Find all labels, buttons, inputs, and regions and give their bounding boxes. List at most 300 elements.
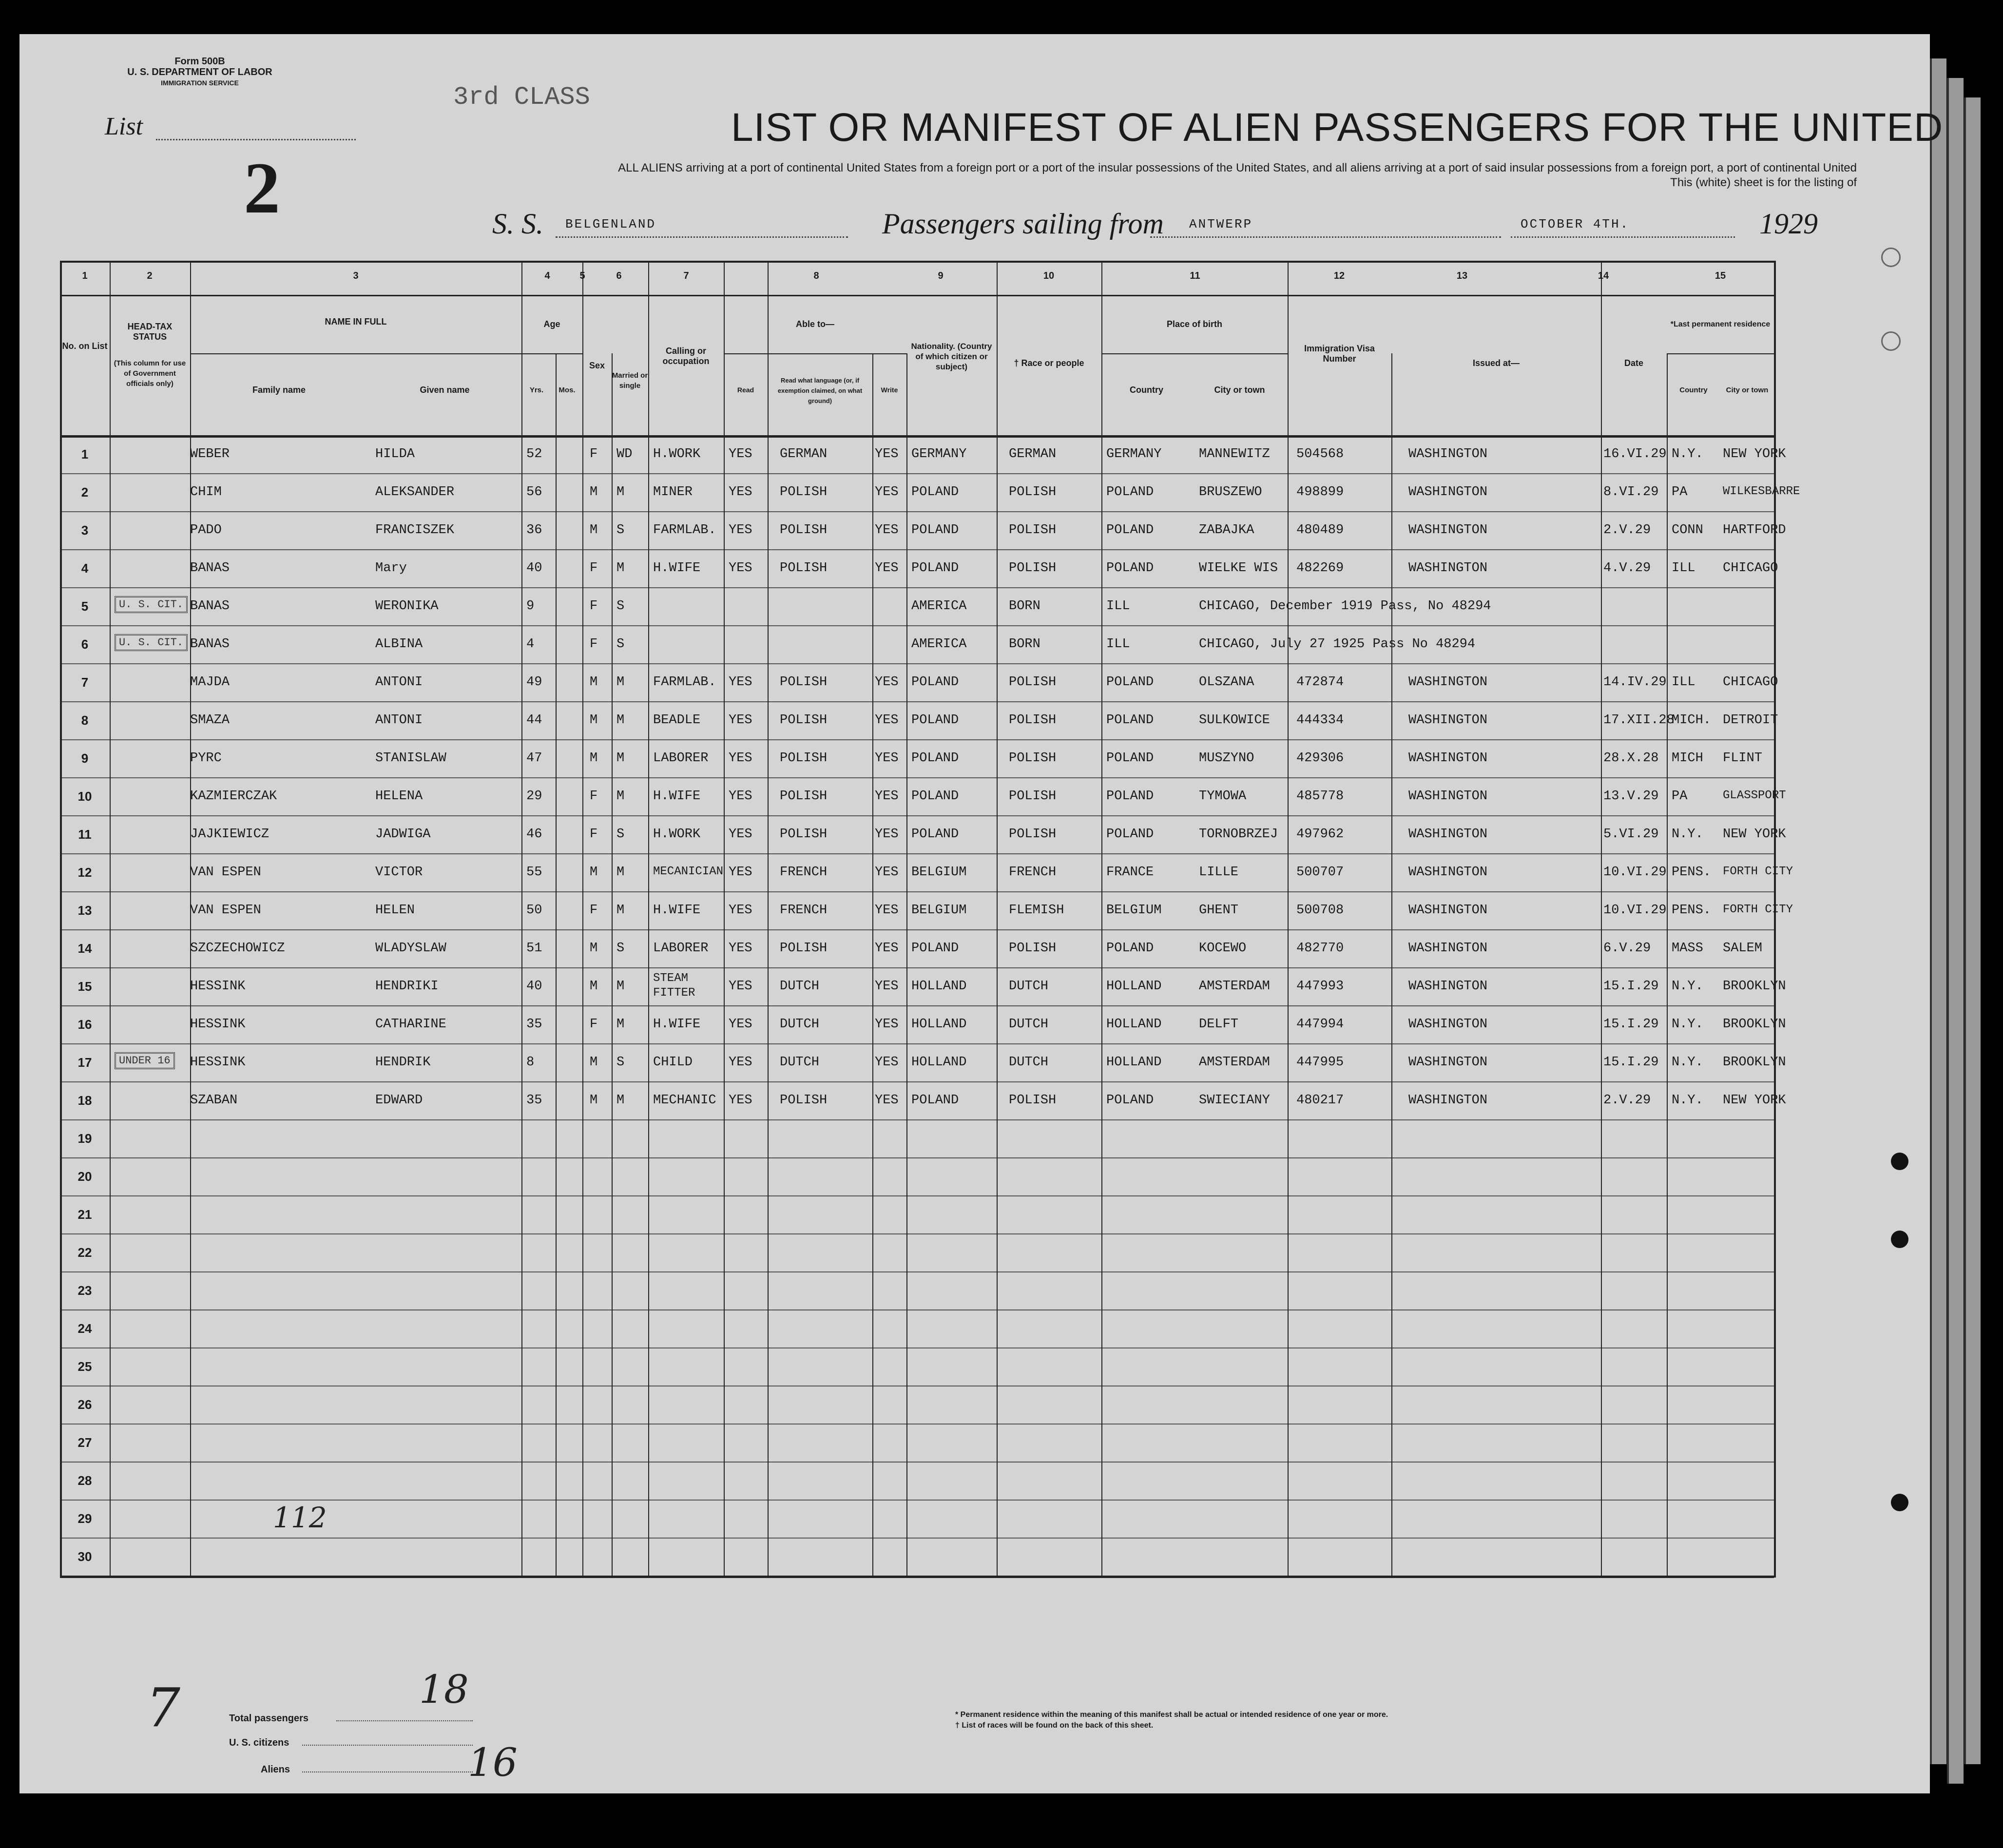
cell-ms: WD — [616, 447, 633, 462]
header-write: Write — [881, 386, 898, 394]
cell-read: YES — [729, 713, 752, 728]
cell-family: MAJDA — [190, 675, 230, 690]
header-read-lang: Read what language (or, if exemption claimed, on what ground) — [777, 377, 863, 404]
cell-nat: POLAND — [911, 751, 959, 766]
aliens-blank — [302, 1771, 473, 1772]
row-rule — [60, 777, 1774, 778]
header-race: † Race or people — [1014, 358, 1084, 368]
cell-bcountry: POLAND — [1106, 751, 1154, 766]
header-place-of-birth: Place of birth — [1166, 319, 1223, 329]
cell-occ: H.WIFE — [653, 561, 701, 576]
cell-bcity: LILLE — [1199, 865, 1239, 880]
column-number: 5 — [579, 270, 585, 281]
header-res-country: Country — [1679, 386, 1708, 394]
row-number: 22 — [77, 1245, 92, 1260]
cell-sex: M — [590, 1093, 598, 1108]
cell-occ: MECANICIAN — [653, 865, 724, 878]
cell-bcountry: POLAND — [1106, 561, 1154, 576]
column-rule — [906, 353, 907, 1578]
column-rule — [110, 261, 111, 1578]
cell-issued: WASHINGTON — [1408, 447, 1488, 462]
cell-read: YES — [729, 903, 752, 918]
cell-date: 8.VI.29 — [1603, 485, 1659, 500]
cell-bcountry: POLAND — [1106, 789, 1154, 804]
cell-yrs: 56 — [526, 485, 542, 500]
cell-yrs: 8 — [526, 1055, 535, 1070]
cell-occ: H.WORK — [653, 447, 701, 462]
column-number: 6 — [616, 270, 622, 281]
row-number: 20 — [77, 1169, 92, 1184]
row-rule — [60, 853, 1774, 854]
list-label: List — [105, 113, 143, 140]
table-rule — [60, 435, 1774, 438]
header-sex: Sex — [589, 361, 605, 370]
cell-bcity: SWIECIANY — [1199, 1093, 1270, 1108]
cell-nat: POLAND — [911, 713, 959, 728]
header-visa: Immigration Visa Number — [1304, 344, 1375, 364]
row-rule — [60, 1309, 1774, 1310]
row-number: 2 — [81, 485, 89, 500]
cell-family: PYRC — [190, 751, 222, 766]
cell-sex: F — [590, 827, 598, 842]
cell-nat: POLAND — [911, 827, 959, 842]
column-rule — [768, 261, 769, 1578]
cell-bcountry: FRANCE — [1106, 865, 1154, 880]
stacked-page-edge — [1964, 97, 1981, 1764]
cell-ms: M — [616, 561, 625, 576]
binder-hole — [1891, 1231, 1908, 1248]
cell-write: YES — [875, 979, 899, 994]
cell-ms: S — [616, 941, 625, 956]
port-blank — [1150, 236, 1501, 238]
table-rule — [60, 295, 1774, 296]
header-last-res: *Last permanent residence — [1670, 320, 1771, 328]
cell-bcity: CHICAGO, December 1919 Pass, No 48294 — [1199, 599, 1491, 614]
column-rule — [648, 261, 649, 1578]
column-number: 4 — [544, 270, 550, 281]
cell-visa: 500708 — [1296, 903, 1344, 918]
cell-sex: M — [590, 485, 598, 500]
row-rule — [60, 929, 1774, 930]
cell-family: HESSINK — [190, 1055, 246, 1070]
cell-date: 17.XII.28 — [1603, 713, 1675, 728]
row-number: 17 — [77, 1055, 92, 1070]
cell-write: YES — [875, 523, 899, 538]
cell-rcity: BROOKLYN — [1723, 1017, 1786, 1032]
table-rule — [60, 261, 1774, 263]
subheader-rule — [190, 353, 521, 354]
cell-bcity: TORNOBRZEJ — [1199, 827, 1278, 842]
cell-race: FRENCH — [1009, 865, 1057, 880]
head-tax-stamp: UNDER 16 — [115, 1052, 175, 1069]
row-number: 7 — [81, 675, 89, 690]
row-number: 3 — [81, 523, 89, 538]
cell-visa: 444334 — [1296, 713, 1344, 728]
cell-rcountry: N.Y. — [1672, 1017, 1703, 1032]
header-family-name: Family name — [252, 385, 306, 395]
cell-sex: F — [590, 599, 598, 614]
cell-race: POLISH — [1009, 523, 1057, 538]
cell-visa: 482770 — [1296, 941, 1344, 956]
race-footnote: † List of races will be found on the back of this sheet. — [955, 1721, 1154, 1730]
cell-yrs: 50 — [526, 903, 542, 918]
cell-date: 6.V.29 — [1603, 941, 1651, 956]
cell-rcity: WILKESBARRE — [1723, 485, 1800, 498]
cell-family: VAN ESPEN — [190, 865, 261, 880]
cell-occ: H.WORK — [653, 827, 701, 842]
subheader-rule — [1101, 353, 1288, 354]
column-rule — [1601, 261, 1602, 1578]
header-res-city: City or town — [1726, 386, 1769, 394]
header-read: Read — [737, 386, 754, 394]
cell-issued: WASHINGTON — [1408, 789, 1488, 804]
cell-given: FRANCISZEK — [375, 523, 455, 538]
column-rule — [997, 261, 998, 1578]
cell-issued: WASHINGTON — [1408, 827, 1488, 842]
row-number: 8 — [81, 713, 89, 728]
row-number: 16 — [77, 1017, 92, 1032]
cell-yrs: 35 — [526, 1017, 542, 1032]
cell-race: DUTCH — [1009, 979, 1049, 994]
cell-ms: M — [616, 1017, 625, 1032]
cell-race: POLISH — [1009, 713, 1057, 728]
cell-date: 16.VI.29 — [1603, 447, 1667, 462]
cell-visa: 429306 — [1296, 751, 1344, 766]
row-number: 25 — [77, 1359, 92, 1374]
cell-bcity: OLSZANA — [1199, 675, 1254, 690]
cell-visa: 447993 — [1296, 979, 1344, 994]
cell-given: ALEKSANDER — [375, 485, 455, 500]
cell-visa: 497962 — [1296, 827, 1344, 842]
row-rule — [60, 1233, 1774, 1234]
row-rule — [60, 1043, 1774, 1044]
cell-visa: 447994 — [1296, 1017, 1344, 1032]
total-passengers-value: 18 — [419, 1667, 469, 1712]
column-rule — [872, 353, 873, 1578]
cell-read: YES — [729, 827, 752, 842]
cell-lang: POLISH — [780, 523, 828, 538]
sailing-year: 1929 — [1759, 208, 1818, 240]
cell-rcity: FORTH CITY — [1723, 865, 1793, 878]
cell-issued: WASHINGTON — [1408, 941, 1488, 956]
subtitle-line-2: This (white) sheet is for the listing of — [1670, 176, 1857, 189]
header-nationality: Nationality. (Country of which citizen or subject) — [911, 342, 992, 371]
row-rule — [60, 815, 1774, 816]
cell-given: HILDA — [375, 447, 415, 462]
column-number: 15 — [1714, 270, 1726, 281]
cell-yrs: 40 — [526, 979, 542, 994]
cell-bcountry: ILL — [1106, 599, 1130, 614]
cell-race: BORN — [1009, 599, 1040, 614]
margin-number: 112 — [273, 1501, 327, 1534]
cell-given: VICTOR — [375, 865, 423, 880]
column-rule — [1391, 353, 1392, 1578]
cell-given: HELEN — [375, 903, 415, 918]
cell-rcity: SALEM — [1723, 941, 1763, 956]
header-country: Country — [1130, 385, 1163, 395]
cell-rcountry: MICH. — [1672, 713, 1712, 728]
binder-hole — [1891, 1494, 1908, 1511]
cell-given: HELENA — [375, 789, 423, 804]
cell-nat: BELGIUM — [911, 865, 967, 880]
cell-rcountry: CONN — [1672, 523, 1703, 538]
cell-ms: M — [616, 751, 625, 766]
cell-occ: MINER — [653, 485, 693, 500]
cell-lang: POLISH — [780, 561, 828, 576]
cell-rcity: CHICAGO — [1723, 675, 1778, 690]
cell-family: HESSINK — [190, 1017, 246, 1032]
column-rule — [1288, 261, 1289, 1578]
cell-occ: BEADLE — [653, 713, 701, 728]
cell-read: YES — [729, 447, 752, 462]
cell-family: VAN ESPEN — [190, 903, 261, 918]
header-given-name: Given name — [420, 385, 470, 395]
header-yrs: Yrs. — [529, 386, 544, 394]
column-number: 14 — [1598, 270, 1609, 281]
cell-read: YES — [729, 523, 752, 538]
cell-rcity: CHICAGO — [1723, 561, 1778, 576]
header-age: Age — [543, 319, 560, 329]
cell-read: YES — [729, 1055, 752, 1070]
row-rule — [60, 891, 1774, 892]
header-date: Date — [1624, 358, 1643, 368]
cell-date: 15.I.29 — [1603, 979, 1659, 994]
cell-given: ALBINA — [375, 637, 423, 652]
cell-ms: S — [616, 599, 625, 614]
form-info — [102, 56, 297, 88]
cell-date: 2.V.29 — [1603, 1093, 1651, 1108]
cell-lang: FRENCH — [780, 903, 828, 918]
cell-sex: M — [590, 523, 598, 538]
cell-family: SZCZECHOWICZ — [190, 941, 285, 956]
cell-lang: POLISH — [780, 675, 828, 690]
row-rule — [60, 1081, 1774, 1082]
header-calling: Calling or occupation — [662, 346, 710, 366]
cell-nat: HOLLAND — [911, 1017, 967, 1032]
cell-family: BANAS — [190, 637, 230, 652]
cell-rcountry: ILL — [1672, 675, 1695, 690]
cell-given: CATHARINE — [375, 1017, 446, 1032]
cell-rcountry: PENS. — [1672, 865, 1712, 880]
cell-issued: WASHINGTON — [1408, 523, 1488, 538]
cell-date: 5.VI.29 — [1603, 827, 1659, 842]
table-rule — [60, 1576, 1774, 1578]
cell-yrs: 9 — [526, 599, 535, 614]
cell-given: HENDRIK — [375, 1055, 431, 1070]
cell-bcity: WIELKE WIS — [1199, 561, 1278, 576]
cell-lang: DUTCH — [780, 979, 820, 994]
cell-nat: AMERICA — [911, 637, 967, 652]
cell-write: YES — [875, 789, 899, 804]
cell-race: GERMAN — [1009, 447, 1057, 462]
cell-given: JADWIGA — [375, 827, 431, 842]
row-rule — [60, 663, 1774, 664]
header-head-tax-note: (This column for use of Government officials only) — [114, 359, 186, 388]
header-name-in-full: NAME IN FULL — [325, 317, 387, 327]
cell-bcity: MANNEWITZ — [1199, 447, 1270, 462]
us-citizens-blank — [302, 1745, 473, 1746]
cell-bcountry: POLAND — [1106, 941, 1154, 956]
cell-nat: BELGIUM — [911, 903, 967, 918]
cell-nat: POLAND — [911, 941, 959, 956]
cell-bcity: BRUSZEWO — [1199, 485, 1262, 500]
cell-visa: 485778 — [1296, 789, 1344, 804]
cell-rcity: BROOKLYN — [1723, 1055, 1786, 1070]
cell-read: YES — [729, 485, 752, 500]
cell-nat: HOLLAND — [911, 1055, 967, 1070]
cell-issued: WASHINGTON — [1408, 979, 1488, 994]
cell-issued: WASHINGTON — [1408, 903, 1488, 918]
cell-write: YES — [875, 713, 899, 728]
ship-blank — [556, 236, 848, 238]
cell-bcity: ZABAJKA — [1199, 523, 1254, 538]
cell-lang: DUTCH — [780, 1017, 820, 1032]
cell-write: YES — [875, 865, 899, 880]
cell-ms: S — [616, 637, 625, 652]
head-tax-stamp: U. S. CIT. — [115, 634, 188, 651]
cell-rcountry: N.Y. — [1672, 1093, 1703, 1108]
row-rule — [60, 473, 1774, 474]
cell-date: 28.X.28 — [1603, 751, 1659, 766]
cell-rcountry: ILL — [1672, 561, 1695, 576]
date-blank — [1511, 236, 1735, 238]
total-passengers-blank — [336, 1720, 473, 1721]
cell-bcity: TYMOWA — [1199, 789, 1247, 804]
column-rule — [612, 353, 613, 1578]
total-passengers-label: Total passengers — [229, 1713, 309, 1724]
cell-bcity: GHENT — [1199, 903, 1239, 918]
cell-read: YES — [729, 865, 752, 880]
cell-race: POLISH — [1009, 675, 1057, 690]
cell-rcountry: N.Y. — [1672, 1055, 1703, 1070]
column-rule — [521, 261, 522, 1578]
row-number: 30 — [77, 1549, 92, 1564]
cell-bcountry: POLAND — [1106, 713, 1154, 728]
cell-date: 14.IV.29 — [1603, 675, 1667, 690]
row-number: 27 — [77, 1435, 92, 1450]
cell-given: HENDRIKI — [375, 979, 439, 994]
cell-bcountry: HOLLAND — [1106, 1017, 1162, 1032]
subheader-rule — [1667, 353, 1774, 354]
cell-rcity: HARTFORD — [1723, 523, 1786, 538]
row-rule — [60, 967, 1774, 968]
cell-visa: 480217 — [1296, 1093, 1344, 1108]
cell-occ: CHILD — [653, 1055, 693, 1070]
cell-sex: F — [590, 789, 598, 804]
cell-rcountry: MASS — [1672, 941, 1703, 956]
column-number: 1 — [82, 270, 88, 281]
column-number: 13 — [1456, 270, 1468, 281]
cell-bcity: MUSZYNO — [1199, 751, 1254, 766]
cell-rcountry: PENS. — [1672, 903, 1712, 918]
stacked-page-edge — [1947, 78, 1964, 1784]
row-number: 19 — [77, 1131, 92, 1146]
cell-family: CHIM — [190, 485, 222, 500]
cell-occ: H.WIFE — [653, 1017, 701, 1032]
cell-ms: M — [616, 865, 625, 880]
cell-bcountry: POLAND — [1106, 827, 1154, 842]
cell-issued: WASHINGTON — [1408, 485, 1488, 500]
cell-issued: WASHINGTON — [1408, 1017, 1488, 1032]
cell-occ: LABORER — [653, 941, 709, 956]
sailing-date: OCTOBER 4TH. — [1521, 217, 1630, 231]
cell-given: EDWARD — [375, 1093, 423, 1108]
column-number: 3 — [353, 270, 359, 281]
cell-read: YES — [729, 675, 752, 690]
cell-occ: H.WIFE — [653, 903, 701, 918]
cell-lang: POLISH — [780, 827, 828, 842]
subheader-rule — [1391, 353, 1669, 354]
cell-race: POLISH — [1009, 789, 1057, 804]
column-rule — [1667, 353, 1668, 1578]
cell-sex: M — [590, 979, 598, 994]
column-number: 11 — [1190, 270, 1200, 281]
cell-ms: S — [616, 1055, 625, 1070]
cell-race: DUTCH — [1009, 1017, 1049, 1032]
ship-name: BELGENLAND — [565, 217, 656, 231]
cell-family: BANAS — [190, 599, 230, 614]
row-rule — [60, 1119, 1774, 1120]
cell-family: WEBER — [190, 447, 230, 462]
cell-nat: HOLLAND — [911, 979, 967, 994]
cell-date: 10.VI.29 — [1603, 865, 1667, 880]
cell-write: YES — [875, 1055, 899, 1070]
cell-sex: F — [590, 447, 598, 462]
cell-occ: FARMLAB. — [653, 675, 716, 690]
cell-ms: M — [616, 485, 625, 500]
cell-rcountry: PA — [1672, 789, 1688, 804]
cell-sex: M — [590, 1055, 598, 1070]
cell-issued: WASHINGTON — [1408, 675, 1488, 690]
cell-ms: M — [616, 789, 625, 804]
cell-given: WERONIKA — [375, 599, 439, 614]
cell-date: 13.V.29 — [1603, 789, 1659, 804]
cell-ms: S — [616, 523, 625, 538]
department-name: U. S. DEPARTMENT OF LABOR — [127, 67, 272, 77]
cell-yrs: 29 — [526, 789, 542, 804]
cell-bcountry: POLAND — [1106, 675, 1154, 690]
page-subtitle — [380, 161, 1857, 190]
cell-given: ANTONI — [375, 675, 423, 690]
cell-occ: STEAM FITTER — [653, 972, 695, 1000]
page-title: LIST OR MANIFEST OF ALIEN PASSENGERS FOR THE UNITED — [731, 105, 1944, 150]
header-city: City or town — [1214, 385, 1265, 395]
cell-issued: WASHINGTON — [1408, 751, 1488, 766]
cell-yrs: 55 — [526, 865, 542, 880]
cell-bcity: KOCEWO — [1199, 941, 1247, 956]
cell-issued: WASHINGTON — [1408, 1093, 1488, 1108]
cell-lang: DUTCH — [780, 1055, 820, 1070]
cell-read: YES — [729, 561, 752, 576]
departure-port: ANTWERP — [1189, 217, 1253, 231]
cell-read: YES — [729, 789, 752, 804]
cell-family: KAZMIERCZAK — [190, 789, 277, 804]
cell-sex: M — [590, 713, 598, 728]
cell-ms: M — [616, 713, 625, 728]
residence-footnote: * Permanent residence within the meaning of this manifest shall be actual or intended residence of one year or more. — [955, 1711, 1388, 1719]
row-rule — [60, 1157, 1774, 1158]
cell-bcity: AMSTERDAM — [1199, 979, 1270, 994]
cell-race: POLISH — [1009, 485, 1057, 500]
cell-rcountry: MICH — [1672, 751, 1703, 766]
row-number: 21 — [77, 1207, 92, 1222]
cell-write: YES — [875, 561, 899, 576]
sailing-label: Passengers sailing from — [882, 208, 1164, 240]
cell-bcountry: BELGIUM — [1106, 903, 1162, 918]
header-married: Married or single — [612, 371, 648, 390]
cell-bcountry: POLAND — [1106, 1093, 1154, 1108]
header-issued-at: Issued at— — [1472, 358, 1520, 368]
